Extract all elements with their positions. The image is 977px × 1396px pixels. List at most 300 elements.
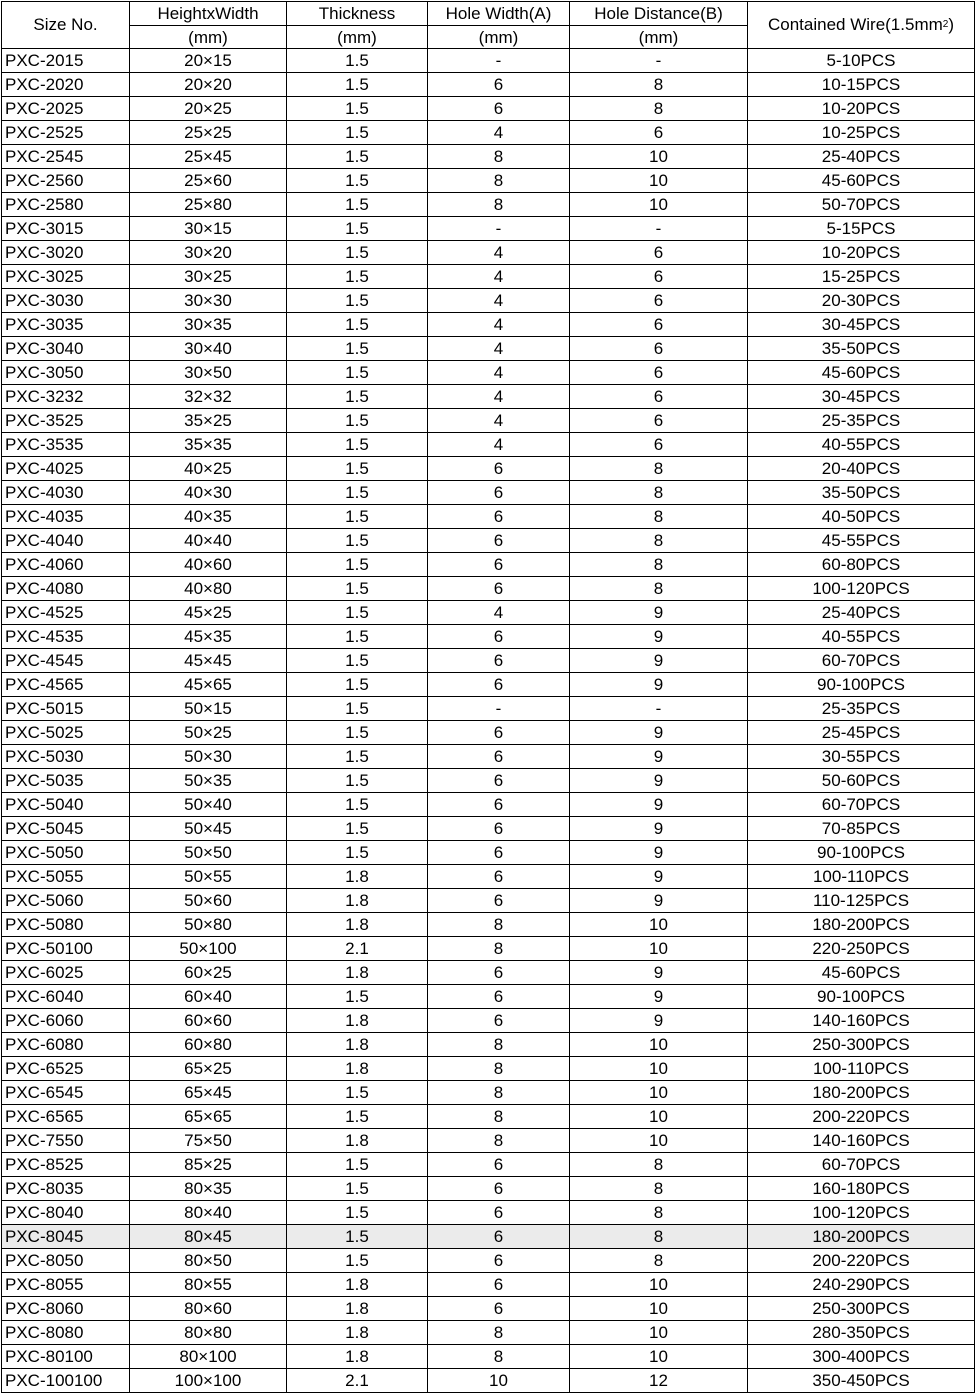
table-row — [2, 913, 975, 937]
cell-contained-wire: 10-20PCS — [748, 97, 975, 121]
cell-height-width: 45×25 — [130, 601, 287, 625]
cell-size-no: PXC-2025 — [2, 97, 130, 121]
cell-hole-distance: 10 — [570, 1033, 748, 1057]
cell-hole-width: 4 — [428, 121, 570, 145]
cell-height-width: 80×100 — [130, 1345, 287, 1369]
cell-thickness: 2.1 — [287, 937, 428, 961]
col-header-contained-wire — [748, 2, 975, 49]
cell-contained-wire: 25-35PCS — [748, 409, 975, 433]
cell-size-no: PXC-6025 — [2, 961, 130, 985]
cell-hole-width: 6 — [428, 769, 570, 793]
cell-hole-width: 6 — [428, 865, 570, 889]
cell-hole-width: 8 — [428, 1081, 570, 1105]
cell-height-width: 40×60 — [130, 553, 287, 577]
table-row — [2, 73, 975, 97]
cell-thickness: 1.5 — [287, 121, 428, 145]
cell-thickness: 1.5 — [287, 769, 428, 793]
cell-contained-wire: 40-50PCS — [748, 505, 975, 529]
cell-hole-distance: 8 — [570, 1201, 748, 1225]
cell-size-no: PXC-6565 — [2, 1105, 130, 1129]
cell-contained-wire: 250-300PCS — [748, 1033, 975, 1057]
cell-thickness: 1.5 — [287, 745, 428, 769]
cell-contained-wire: 25-35PCS — [748, 697, 975, 721]
cell-height-width: 20×20 — [130, 73, 287, 97]
table-row — [2, 49, 975, 73]
cell-size-no: PXC-4565 — [2, 673, 130, 697]
cell-hole-distance: 9 — [570, 841, 748, 865]
cell-thickness: 1.5 — [287, 1201, 428, 1225]
cell-hole-width: 6 — [428, 1177, 570, 1201]
cell-thickness: 1.8 — [287, 865, 428, 889]
cell-hole-distance: 10 — [570, 1273, 748, 1297]
table-row — [2, 889, 975, 913]
cell-hole-width: 4 — [428, 241, 570, 265]
cell-contained-wire: 25-45PCS — [748, 721, 975, 745]
cell-contained-wire: 35-50PCS — [748, 337, 975, 361]
table-row — [2, 1273, 975, 1297]
cell-hole-distance: 8 — [570, 1177, 748, 1201]
table-row — [2, 217, 975, 241]
cell-contained-wire: 10-15PCS — [748, 73, 975, 97]
cell-thickness: 1.5 — [287, 481, 428, 505]
cell-thickness: 1.5 — [287, 841, 428, 865]
cell-hole-width: 6 — [428, 577, 570, 601]
table-row — [2, 1081, 975, 1105]
cell-hole-width: 4 — [428, 385, 570, 409]
cell-contained-wire: 15-25PCS — [748, 265, 975, 289]
cell-hole-width: 4 — [428, 433, 570, 457]
cell-hole-width: 8 — [428, 145, 570, 169]
cell-hole-width: 6 — [428, 1009, 570, 1033]
cell-size-no: PXC-3232 — [2, 385, 130, 409]
unit-height-width: (mm) — [130, 26, 287, 49]
cell-contained-wire: 60-70PCS — [748, 793, 975, 817]
cell-hole-width: 8 — [428, 1345, 570, 1369]
cell-contained-wire: 5-10PCS — [748, 49, 975, 73]
cell-size-no: PXC-3040 — [2, 337, 130, 361]
cell-size-no: PXC-4535 — [2, 625, 130, 649]
cell-thickness: 1.5 — [287, 817, 428, 841]
cell-contained-wire: 100-120PCS — [748, 577, 975, 601]
cell-hole-width: 6 — [428, 457, 570, 481]
cell-hole-distance: 9 — [570, 985, 748, 1009]
cell-thickness: 1.5 — [287, 1153, 428, 1177]
cell-thickness: 1.5 — [287, 505, 428, 529]
cell-height-width: 50×35 — [130, 769, 287, 793]
cell-thickness: 1.5 — [287, 337, 428, 361]
cell-size-no: PXC-8080 — [2, 1321, 130, 1345]
cell-hole-width: 4 — [428, 265, 570, 289]
cell-contained-wire: 35-50PCS — [748, 481, 975, 505]
cell-height-width: 60×60 — [130, 1009, 287, 1033]
cell-contained-wire: 100-110PCS — [748, 1057, 975, 1081]
cell-hole-distance: 8 — [570, 529, 748, 553]
cell-height-width: 50×60 — [130, 889, 287, 913]
cell-thickness: 1.8 — [287, 1321, 428, 1345]
cell-thickness: 1.5 — [287, 217, 428, 241]
cell-height-width: 40×35 — [130, 505, 287, 529]
cell-hole-width: 8 — [428, 193, 570, 217]
cell-hole-distance: 9 — [570, 865, 748, 889]
cell-contained-wire: 10-20PCS — [748, 241, 975, 265]
cell-size-no: PXC-3525 — [2, 409, 130, 433]
cell-hole-distance: - — [570, 217, 748, 241]
cell-hole-distance: 10 — [570, 1297, 748, 1321]
cell-thickness: 1.5 — [287, 577, 428, 601]
cell-hole-width: 6 — [428, 1297, 570, 1321]
table-row — [2, 985, 975, 1009]
cell-hole-distance: 8 — [570, 481, 748, 505]
cell-hole-width: 6 — [428, 841, 570, 865]
cell-hole-distance: 9 — [570, 745, 748, 769]
cell-height-width: 40×30 — [130, 481, 287, 505]
cell-contained-wire: 250-300PCS — [748, 1297, 975, 1321]
table-row — [2, 553, 975, 577]
cell-thickness: 1.5 — [287, 313, 428, 337]
cell-hole-distance: 10 — [570, 145, 748, 169]
cell-contained-wire: 160-180PCS — [748, 1177, 975, 1201]
cell-thickness: 1.5 — [287, 673, 428, 697]
cell-size-no: PXC-6040 — [2, 985, 130, 1009]
cell-size-no: PXC-8525 — [2, 1153, 130, 1177]
table-row — [2, 1057, 975, 1081]
cell-hole-width: 8 — [428, 1105, 570, 1129]
cell-height-width: 40×40 — [130, 529, 287, 553]
cell-hole-width: 6 — [428, 721, 570, 745]
table-row — [2, 529, 975, 553]
cell-hole-width: 6 — [428, 1225, 570, 1249]
table-row — [2, 937, 975, 961]
table-row — [2, 145, 975, 169]
cell-contained-wire: 60-70PCS — [748, 649, 975, 673]
cell-size-no: PXC-6545 — [2, 1081, 130, 1105]
cell-height-width: 30×50 — [130, 361, 287, 385]
cell-size-no: PXC-3015 — [2, 217, 130, 241]
cell-height-width: 20×25 — [130, 97, 287, 121]
cell-height-width: 50×30 — [130, 745, 287, 769]
cell-hole-distance: 6 — [570, 433, 748, 457]
cell-hole-distance: 6 — [570, 121, 748, 145]
cell-size-no: PXC-5025 — [2, 721, 130, 745]
cell-size-no: PXC-4060 — [2, 553, 130, 577]
cell-contained-wire: 25-40PCS — [748, 145, 975, 169]
cell-contained-wire: 350-450PCS — [748, 1369, 975, 1393]
table-row — [2, 97, 975, 121]
cell-contained-wire: 240-290PCS — [748, 1273, 975, 1297]
unit-hole-distance: (mm) — [570, 26, 748, 49]
table-row — [2, 625, 975, 649]
table-row — [2, 649, 975, 673]
cell-hole-distance: 6 — [570, 313, 748, 337]
cell-hole-distance: 10 — [570, 1081, 748, 1105]
cell-hole-width: 8 — [428, 1033, 570, 1057]
cell-hole-distance: 6 — [570, 289, 748, 313]
table-row — [2, 769, 975, 793]
col-header-hole-distance: Hole Distance(B) — [570, 2, 748, 26]
table-row — [2, 385, 975, 409]
cell-hole-width: 4 — [428, 337, 570, 361]
cell-hole-distance: 10 — [570, 1129, 748, 1153]
cell-size-no: PXC-80100 — [2, 1345, 130, 1369]
table-row — [2, 457, 975, 481]
cell-thickness: 1.5 — [287, 601, 428, 625]
cell-contained-wire: 5-15PCS — [748, 217, 975, 241]
cell-size-no: PXC-2525 — [2, 121, 130, 145]
cell-hole-width: 6 — [428, 1153, 570, 1177]
cell-thickness: 1.8 — [287, 1057, 428, 1081]
table-row — [2, 1369, 975, 1393]
cell-thickness: 1.5 — [287, 169, 428, 193]
cell-hole-width: 6 — [428, 889, 570, 913]
cell-height-width: 60×25 — [130, 961, 287, 985]
cell-height-width: 50×25 — [130, 721, 287, 745]
cell-thickness: 1.5 — [287, 649, 428, 673]
cell-height-width: 40×80 — [130, 577, 287, 601]
cell-hole-distance: 10 — [570, 1057, 748, 1081]
table-row — [2, 313, 975, 337]
cell-height-width: 30×20 — [130, 241, 287, 265]
cell-height-width: 80×60 — [130, 1297, 287, 1321]
cell-hole-distance: 10 — [570, 169, 748, 193]
cell-contained-wire: 100-110PCS — [748, 865, 975, 889]
cell-hole-distance: 6 — [570, 361, 748, 385]
cell-contained-wire: 40-55PCS — [748, 625, 975, 649]
cell-size-no: PXC-5030 — [2, 745, 130, 769]
cell-hole-width: 6 — [428, 529, 570, 553]
cell-hole-distance: 9 — [570, 817, 748, 841]
cell-thickness: 1.5 — [287, 73, 428, 97]
cell-height-width: 32×32 — [130, 385, 287, 409]
col-header-thickness: Thickness — [287, 2, 428, 26]
table-row — [2, 337, 975, 361]
cell-hole-distance: 8 — [570, 505, 748, 529]
cell-size-no: PXC-100100 — [2, 1369, 130, 1393]
cell-height-width: 40×25 — [130, 457, 287, 481]
cell-size-no: PXC-4525 — [2, 601, 130, 625]
table-header — [2, 2, 975, 49]
cell-size-no: PXC-4080 — [2, 577, 130, 601]
table-row — [2, 841, 975, 865]
table-row — [2, 361, 975, 385]
cell-thickness: 1.5 — [287, 49, 428, 73]
table-row — [2, 865, 975, 889]
cell-thickness: 1.8 — [287, 1273, 428, 1297]
table-row — [2, 1033, 975, 1057]
cell-size-no: PXC-2015 — [2, 49, 130, 73]
cell-hole-distance: 9 — [570, 601, 748, 625]
table-row — [2, 409, 975, 433]
spec-table — [1, 1, 975, 1393]
cell-hole-width: - — [428, 49, 570, 73]
table-row — [2, 289, 975, 313]
cell-thickness: 1.8 — [287, 1297, 428, 1321]
cell-height-width: 65×25 — [130, 1057, 287, 1081]
cell-hole-distance: 12 — [570, 1369, 748, 1393]
cell-hole-distance: 8 — [570, 553, 748, 577]
cell-hole-distance: 9 — [570, 673, 748, 697]
cell-contained-wire: 30-45PCS — [748, 385, 975, 409]
cell-thickness: 1.5 — [287, 361, 428, 385]
cell-height-width: 25×60 — [130, 169, 287, 193]
cell-size-no: PXC-2020 — [2, 73, 130, 97]
cell-size-no: PXC-5045 — [2, 817, 130, 841]
table-row — [2, 1225, 975, 1249]
cell-hole-width: 4 — [428, 409, 570, 433]
cell-hole-distance: 9 — [570, 649, 748, 673]
cell-size-no: PXC-3020 — [2, 241, 130, 265]
cell-height-width: 50×15 — [130, 697, 287, 721]
table-row — [2, 1249, 975, 1273]
cell-hole-width: 6 — [428, 505, 570, 529]
cell-contained-wire: 45-55PCS — [748, 529, 975, 553]
cell-size-no: PXC-4025 — [2, 457, 130, 481]
cell-hole-distance: 6 — [570, 409, 748, 433]
cell-contained-wire: 10-25PCS — [748, 121, 975, 145]
cell-height-width: 65×65 — [130, 1105, 287, 1129]
cell-height-width: 60×80 — [130, 1033, 287, 1057]
cell-thickness: 1.5 — [287, 1249, 428, 1273]
cell-contained-wire: 90-100PCS — [748, 841, 975, 865]
cell-contained-wire: 20-40PCS — [748, 457, 975, 481]
cell-contained-wire: 90-100PCS — [748, 673, 975, 697]
cell-hole-distance: - — [570, 697, 748, 721]
cell-hole-distance: 6 — [570, 385, 748, 409]
cell-thickness: 1.5 — [287, 793, 428, 817]
cell-thickness: 1.8 — [287, 961, 428, 985]
cell-hole-distance: 6 — [570, 337, 748, 361]
cell-thickness: 1.8 — [287, 1009, 428, 1033]
cell-hole-width: 8 — [428, 1129, 570, 1153]
table-row — [2, 961, 975, 985]
cell-hole-distance: 9 — [570, 769, 748, 793]
cell-contained-wire: 70-85PCS — [748, 817, 975, 841]
table-row — [2, 1345, 975, 1369]
table-row — [2, 241, 975, 265]
cell-thickness: 1.5 — [287, 145, 428, 169]
cell-hole-width: 6 — [428, 745, 570, 769]
cell-height-width: 30×35 — [130, 313, 287, 337]
cell-thickness: 1.8 — [287, 1033, 428, 1057]
cell-hole-distance: 8 — [570, 1225, 748, 1249]
cell-size-no: PXC-4030 — [2, 481, 130, 505]
cell-hole-distance: 6 — [570, 241, 748, 265]
cell-thickness: 1.8 — [287, 889, 428, 913]
col-header-hole-width: Hole Width(A) — [428, 2, 570, 26]
table-row — [2, 193, 975, 217]
cell-size-no: PXC-2545 — [2, 145, 130, 169]
table-row — [2, 721, 975, 745]
table-row — [2, 1177, 975, 1201]
cell-thickness: 1.8 — [287, 1129, 428, 1153]
cell-hole-distance: 8 — [570, 73, 748, 97]
cell-hole-width: 4 — [428, 361, 570, 385]
cell-height-width: 45×65 — [130, 673, 287, 697]
cell-contained-wire: 60-80PCS — [748, 553, 975, 577]
col-header-size-no: Size No. — [2, 2, 130, 49]
table-row — [2, 1297, 975, 1321]
table-row — [2, 433, 975, 457]
cell-hole-distance: 10 — [570, 1105, 748, 1129]
cell-hole-width: 6 — [428, 553, 570, 577]
cell-height-width: 80×50 — [130, 1249, 287, 1273]
cell-contained-wire: 140-160PCS — [748, 1129, 975, 1153]
cell-thickness: 1.5 — [287, 1081, 428, 1105]
cell-contained-wire: 30-45PCS — [748, 313, 975, 337]
cell-hole-width: 6 — [428, 1273, 570, 1297]
cell-hole-width: 6 — [428, 97, 570, 121]
cell-size-no: PXC-8035 — [2, 1177, 130, 1201]
cell-contained-wire: 280-350PCS — [748, 1321, 975, 1345]
cell-contained-wire: 110-125PCS — [748, 889, 975, 913]
cell-hole-width: 4 — [428, 289, 570, 313]
table-row — [2, 169, 975, 193]
contained-wire-close: ) — [948, 15, 954, 34]
cell-hole-distance: 9 — [570, 721, 748, 745]
cell-contained-wire: 45-60PCS — [748, 361, 975, 385]
cell-thickness: 1.5 — [287, 409, 428, 433]
cell-height-width: 65×45 — [130, 1081, 287, 1105]
cell-hole-width: 4 — [428, 313, 570, 337]
cell-height-width: 35×25 — [130, 409, 287, 433]
cell-height-width: 30×30 — [130, 289, 287, 313]
cell-thickness: 1.5 — [287, 265, 428, 289]
table-row — [2, 265, 975, 289]
cell-size-no: PXC-3030 — [2, 289, 130, 313]
cell-size-no: PXC-7550 — [2, 1129, 130, 1153]
cell-hole-distance: 9 — [570, 1009, 748, 1033]
cell-height-width: 85×25 — [130, 1153, 287, 1177]
cell-hole-width: 6 — [428, 673, 570, 697]
contained-wire-label: Contained Wire(1.5mm — [767, 15, 943, 34]
cell-thickness: 1.5 — [287, 385, 428, 409]
cell-hole-width: 8 — [428, 1321, 570, 1345]
table-body — [2, 49, 975, 1393]
table-row — [2, 601, 975, 625]
cell-height-width: 45×45 — [130, 649, 287, 673]
cell-hole-width: 8 — [428, 1057, 570, 1081]
cell-hole-width: 6 — [428, 481, 570, 505]
cell-hole-width: - — [428, 217, 570, 241]
table-row — [2, 1201, 975, 1225]
cell-size-no: PXC-8060 — [2, 1297, 130, 1321]
table-row — [2, 505, 975, 529]
cell-size-no: PXC-4035 — [2, 505, 130, 529]
table-row — [2, 673, 975, 697]
cell-hole-width: 8 — [428, 913, 570, 937]
unit-thickness: (mm) — [287, 26, 428, 49]
cell-hole-width: 4 — [428, 601, 570, 625]
cell-height-width: 25×80 — [130, 193, 287, 217]
unit-hole-width: (mm) — [428, 26, 570, 49]
cell-height-width: 100×100 — [130, 1369, 287, 1393]
cell-hole-width: 8 — [428, 169, 570, 193]
cell-height-width: 25×25 — [130, 121, 287, 145]
cell-height-width: 50×45 — [130, 817, 287, 841]
cell-hole-width: 6 — [428, 961, 570, 985]
cell-hole-distance: 9 — [570, 625, 748, 649]
table-row — [2, 817, 975, 841]
contained-wire-superscript: 2 — [942, 19, 949, 30]
cell-thickness: 1.8 — [287, 913, 428, 937]
cell-height-width: 30×40 — [130, 337, 287, 361]
cell-height-width: 80×55 — [130, 1273, 287, 1297]
cell-thickness: 2.1 — [287, 1369, 428, 1393]
cell-size-no: PXC-4545 — [2, 649, 130, 673]
cell-hole-width: 6 — [428, 1249, 570, 1273]
table-row — [2, 577, 975, 601]
table-row — [2, 1321, 975, 1345]
cell-size-no: PXC-50100 — [2, 937, 130, 961]
